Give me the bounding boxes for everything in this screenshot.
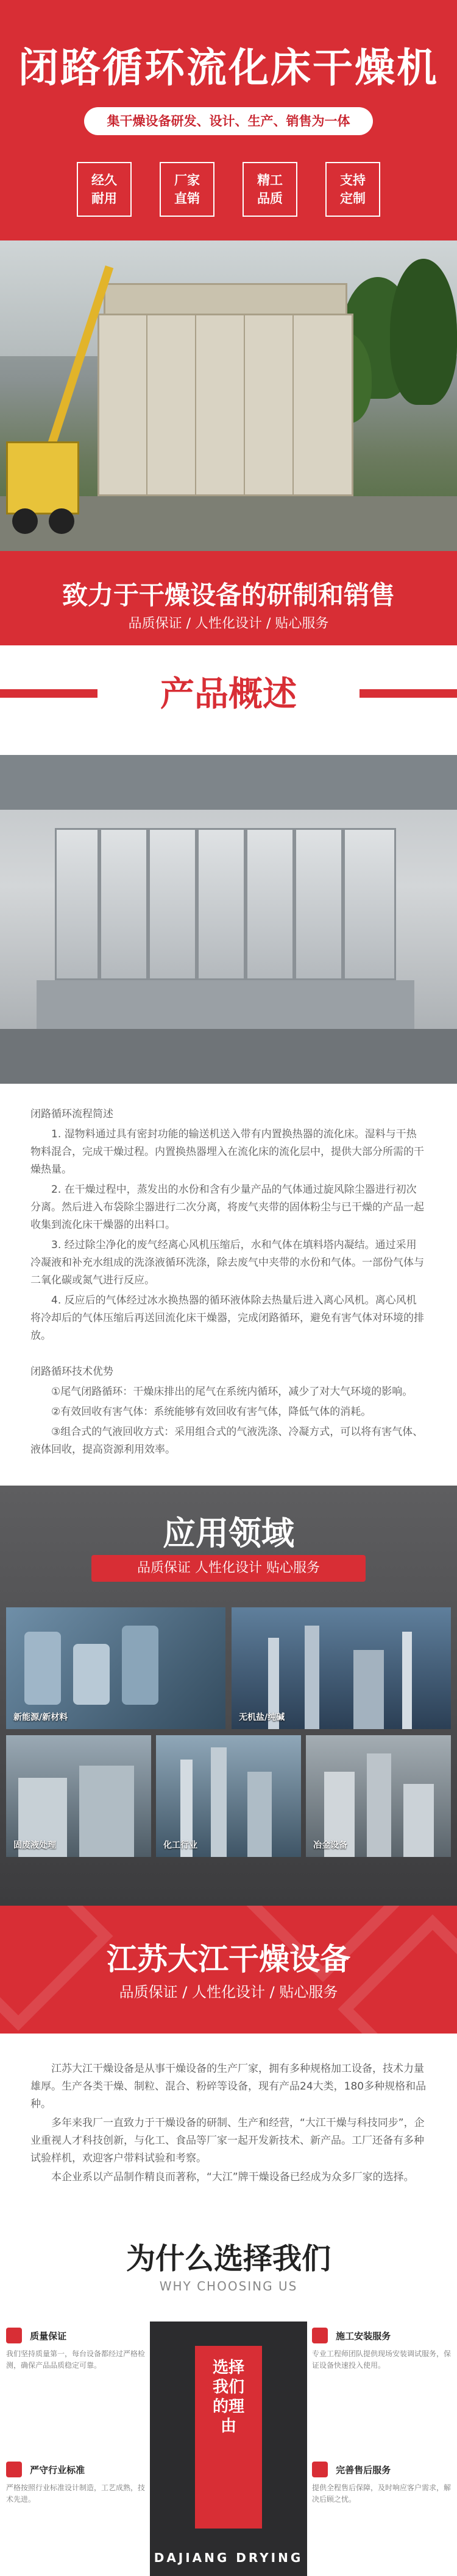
- app-tile-inorganic-salt: [232, 1607, 451, 1729]
- company-sub: 品质保证 / 人性化设计 / 贴心服务: [119, 1984, 338, 2001]
- app-tile-label: 无机盐/纯碱: [239, 1713, 285, 1722]
- tools-icon: [312, 2328, 328, 2343]
- advantage-item: ③组合式的气液回收方式：采用组合式的气液洗涤、冷凝方式，可以将有害气体、液体回收，提高资源利用效率。: [30, 1426, 423, 1456]
- overview-para: 闭路循环流程简述: [30, 1108, 113, 1120]
- app-tile-label: 化工行业: [163, 1841, 197, 1850]
- why-card-title: 质量保证: [30, 2330, 67, 2342]
- why-card-title: 施工安装服务: [336, 2330, 391, 2342]
- hero-tagline-pill: 集干燥设备研发、设计、生产、销售为一体: [84, 107, 373, 135]
- app-tile-new-energy: [6, 1607, 225, 1729]
- why-header: [0, 2212, 457, 2322]
- why-card-desc: 提供全程售后保障，及时响应客户需求，解决后顾之忧。: [312, 2483, 452, 2504]
- why-body: [0, 2322, 457, 2576]
- company-para: 江苏大江干燥设备是从事干燥设备的生产厂家，拥有多种规格加工设备，技术力量雄厚。生产各类干燥、制粒、混合、粉碎等设备，现有产品24大类，180多种规格和品种。: [30, 2063, 427, 2110]
- app-tile-metallurgy: [306, 1735, 451, 1857]
- support-icon: [312, 2462, 328, 2477]
- company-header: [0, 1906, 457, 2034]
- why-card-quality: [6, 2328, 145, 2371]
- shield-icon: [6, 2328, 22, 2343]
- why-card-title: 严守行业标准: [30, 2464, 85, 2476]
- overview-title: 产品概述: [160, 675, 297, 714]
- overview-para: 3. 经过除尘净化的废气经离心风机压缩后，水和气体在填料塔内凝结。通过采用冷凝液和补充水组成的洗涤液循环洗涤，除去废气中夹带的水份和气体。一部份气体与二氧化碳或氮气进行反应。: [30, 1239, 424, 1286]
- why-card-desc: 专业工程师团队提供现场安装调试服务，保证设备快速投入使用。: [312, 2350, 452, 2370]
- application-section: [0, 1486, 457, 1906]
- why-card-title: 完善售后服务: [336, 2464, 391, 2476]
- app-tile-label: 固废液处理: [13, 1841, 56, 1850]
- why-card-standard: [6, 2462, 145, 2505]
- app-tile-label: 新能源/新材料: [13, 1713, 68, 1722]
- app-tile-label: 冶金设备: [313, 1841, 347, 1850]
- advantages-title: 闭路循环技术优势: [30, 1366, 113, 1378]
- company-para: 多年来我厂一直致力于干燥设备的研制、生产和经营，“大江干燥与科技同步”，企业重视人才科技创新，与化工、食品等厂家一起开发新技术、新产品。工厂还备有多种试验样机，欢迎客户带料试验和考察。: [30, 2117, 425, 2164]
- overview-para: 2. 在干燥过程中，蒸发出的水份和含有少量产品的气体通过旋风除尘器进行初次分离。然后进入布袋除尘器进行二次分离，将废气夹带的固体粉尘与已干燥的产品一起收集到流化床干燥器的出料口。: [30, 1184, 424, 1231]
- why-title: 为什么选择我们: [126, 2242, 331, 2276]
- application-sub: 品质保证 人性化设计 贴心服务: [91, 1555, 366, 1582]
- hero-section: [0, 0, 457, 551]
- overview-para: 1. 湿物料通过具有密封功能的输送机送入带有内置换热器的流化床。湿料与干热物料混合，完成干燥过程。内置换热器埋入在流化床的流化层中，提供大部分所需的干燥热量。: [30, 1128, 424, 1176]
- why-card-install: [312, 2328, 451, 2371]
- why-center-panel: [150, 2322, 307, 2576]
- badge-direct-sale: 厂家 直销: [160, 162, 214, 217]
- badge-custom: 支持 定制: [325, 162, 380, 217]
- company-text: [0, 2034, 457, 2212]
- slogan-section: [0, 551, 457, 645]
- why-center-text: 选择我们的理由: [212, 2359, 244, 2435]
- advantage-item: ①尾气闭路循环：干燥床排出的尾气在系统内循环，减少了对大气环境的影响。: [51, 1386, 413, 1398]
- hero-title: 闭路循环流化床干燥机: [18, 44, 439, 91]
- badge-durable: 经久 耐用: [77, 162, 132, 217]
- why-card-desc: 严格按照行业标准设计制造，工艺成熟，技术先进。: [6, 2483, 146, 2504]
- badge-quality: 精工 品质: [243, 162, 297, 217]
- app-tile-chemical: [156, 1735, 301, 1857]
- why-card-service: [312, 2462, 451, 2505]
- why-sub: WHY CHOOSING US: [159, 2279, 298, 2293]
- advantage-item: ②有效回收有害气体：系统能够有效回收有害气体，降低气体的消耗。: [51, 1406, 372, 1418]
- feature-badges: [0, 162, 457, 217]
- company-title: 江苏大江干燥设备: [107, 1942, 350, 1977]
- overview-text: [0, 1084, 457, 1486]
- slogan-sub: 品质保证 / 人性化设计 / 贴心服务: [128, 616, 329, 631]
- app-tile-waste-treatment: [6, 1735, 151, 1857]
- why-card-desc: 我们坚持质量第一，每台设备都经过严格检测，确保产品品质稳定可靠。: [6, 2350, 146, 2370]
- brand-name: DAJIANG DRYING: [154, 2550, 303, 2565]
- application-title: 应用领域: [163, 1514, 294, 1553]
- overview-para: 4. 反应后的气体经过冰水换热器的循环液体除去热量后进入离心风机。离心风机将冷却后的气体压缩后再送回流化床干燥器，完成闭路循环，避免有害气体对环境的排放。: [30, 1294, 424, 1342]
- hero-photo-installation: [0, 240, 457, 551]
- dryer-photo: [0, 755, 457, 1084]
- company-para: 本企业系以产品制作精良而著称，“大江”牌干燥设备已经成为众多厂家的选择。: [51, 2171, 414, 2183]
- overview-header: [0, 645, 457, 755]
- slogan-title: 致力于干燥设备的研制和销售: [62, 580, 395, 610]
- certificate-icon: [6, 2462, 22, 2477]
